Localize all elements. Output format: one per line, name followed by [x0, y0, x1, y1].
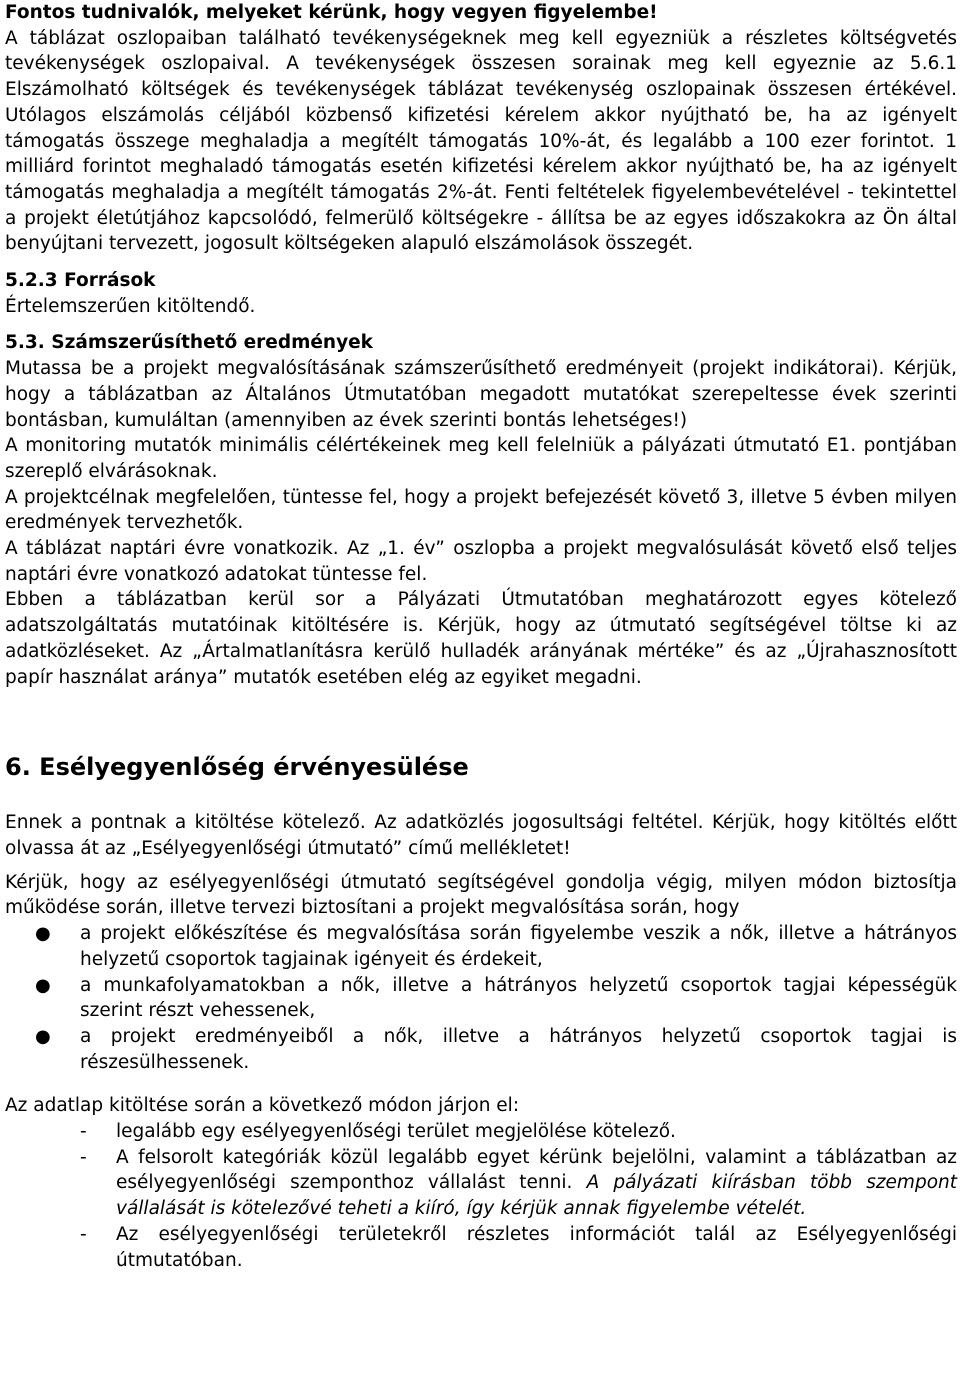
- dash-text: A felsorolt kategóriák közül legalább egyet kérünk bejelölni, valamint a táblázatban az esélyegyenlőségi szemponthoz vállalást tenni.: [116, 1146, 957, 1194]
- section-6-paragraph-3: Az adatlap kitöltése során a következő módon járjon el:: [5, 1095, 520, 1117]
- dash-text: Az esélyegyenlőségi területekről részletes információt talál az Esélyegyenlőségi útmutatóban.: [116, 1223, 957, 1271]
- section-53-paragraph-5: Ebben a táblázatban kerül sor a Pályázati Útmutatóban meghatározott egyes kötelező adatszolgáltatás mutatóinak kitöltésére is. Kérjük, hogy az útmutató segítségével töltse ki az adatközléseket. Az „Ártalmatlanításra kerülő hulladék arányának mértéke” és az „Újrahasznosított papír használat aránya” mutatók esetében elég az egyiket megadni.: [5, 589, 957, 688]
- section-6-heading: 6. Esélyegyenlőség érvényesülése: [5, 753, 469, 782]
- bullet-list: [5, 921, 957, 1075]
- dash-marker: -: [80, 1121, 87, 1143]
- bullet-item: [5, 921, 957, 972]
- section-53-paragraph-3: A projektcélnak megfelelően, tüntesse fel, hogy a projekt befejezését követő 3, illetve 5 évben milyen eredmények tervezhetők.: [5, 486, 957, 534]
- section-53-paragraph-2: A monitoring mutatók minimális célértékeinek meg kell felelniük a pályázati útmutató E1. pontjában szereplő elvárásoknak.: [5, 435, 957, 482]
- dash-item: [5, 1145, 957, 1222]
- bullet-text: a projekt előkészítése és megvalósítása során figyelembe veszik a nők, illetve a hátrányos helyzetű csoportok tagjainak igényeit és érdekeit,: [80, 923, 957, 970]
- bullet-item: [5, 1024, 957, 1075]
- dash-item: [5, 1222, 957, 1273]
- section-6-paragraph-1: Ennek a pontnak a kitöltése kötelező. Az adatközlés jogosultsági feltétel. Kérjük, hogy kitöltés előtt olvassa át az „Esélyegyenlőségi útmutató” című mellékletet!: [5, 812, 957, 859]
- dash-marker: -: [80, 1146, 87, 1168]
- intro-text-b: Utólagos elszámolás céljából közbenső kifizetési kérelem akkor nyújtható be, ha az igényelt támogatás összege meghaladja a megítélt támogatás 10%-át, és legalább a 100 ezer forintot. 1 milliárd forintot meghaladó támogatás esetén kifizetési kérelem akkor nyújtható be, ha az igényelt támogatás meghaladja a megítélt támogatás 2%-át. Fenti feltételek figyelembevételével - tekintettel a projekt életútjához kapcsolódó, felmerülő költségekre - állítsa be az egyes időszakokra az Ön által benyújtani tervezett, jogosult költségeken alapuló elszámolások összegét.: [5, 104, 957, 255]
- bullet-text: a projekt eredményeiből a nők, illetve a hátrányos helyzetű csoportok tagjai is részesülhessenek.: [80, 1025, 957, 1073]
- section-53-paragraph-1: Mutassa be a projekt megvalósításának számszerűsíthető eredményeit (projekt indikátorai). Kérjük, hogy a táblázatban az Általános Útmutatóban megadott mutatókat szerepeltesse évek szerinti bontásban, kumuláltan (amennyiben az évek szerinti bontás lehetséges!): [5, 358, 957, 431]
- section-6-paragraph-2: Kérjük, hogy az esélyegyenlőségi útmutató segítségével gondolja végig, milyen módon biztosítja működése során, illetve tervezi biztosítani a projekt megvalósítása során, hogy: [5, 871, 957, 919]
- document-page: [5, 0, 957, 1273]
- bullet-text: a munkafolyamatokban a nők, illetve a hátrányos helyzetű csoportok tagjai képességük szerint részt vehessenek,: [80, 974, 957, 1022]
- bullet-icon: ●: [35, 923, 51, 945]
- intro-text-a: A táblázat oszlopaiban található tevékenységeknek meg kell egyezniük a részletes költségvetés tevékenységek oszlopaival. A tevékenységek összesen sorainak meg kell egyeznie az 5.6.1 Elszámolható költségek és tevékenységek táblázat tevékenység oszlopainak összesen értékével.: [5, 27, 957, 101]
- section-53-heading: 5.3. Számszerűsíthető eredmények: [5, 332, 373, 354]
- dash-marker: -: [80, 1223, 87, 1245]
- dash-text: legalább egy esélyegyenlőségi terület megjelölése kötelező.: [116, 1121, 676, 1143]
- dash-text-italic: A pályázati kiírásban több szempont vállalását is kötelezővé teheti a kiíró, így kérjük annak figyelembe vételét.: [116, 1172, 957, 1220]
- bullet-item: [5, 973, 957, 1024]
- section-53-paragraph-4: A táblázat naptári évre vonatkozik. Az „1. év” oszlopba a projekt megvalósulását követő első teljes naptári évre vonatkozó adatokat tüntesse fel.: [5, 538, 957, 585]
- bullet-icon: ●: [35, 974, 51, 996]
- dash-item: [5, 1119, 957, 1145]
- section-523: [5, 268, 957, 319]
- intro-paragraph: [5, 0, 957, 257]
- section-523-text: Értelemszerűen kitöltendő.: [5, 295, 256, 317]
- section-523-heading: 5.2.3 Források: [5, 270, 156, 292]
- intro-heading: Fontos tudnivalók, melyeket kérünk, hogy vegyen figyelembe!: [5, 2, 658, 23]
- bullet-icon: ●: [35, 1025, 51, 1047]
- section-53: [5, 330, 957, 690]
- dash-list: [5, 1119, 957, 1273]
